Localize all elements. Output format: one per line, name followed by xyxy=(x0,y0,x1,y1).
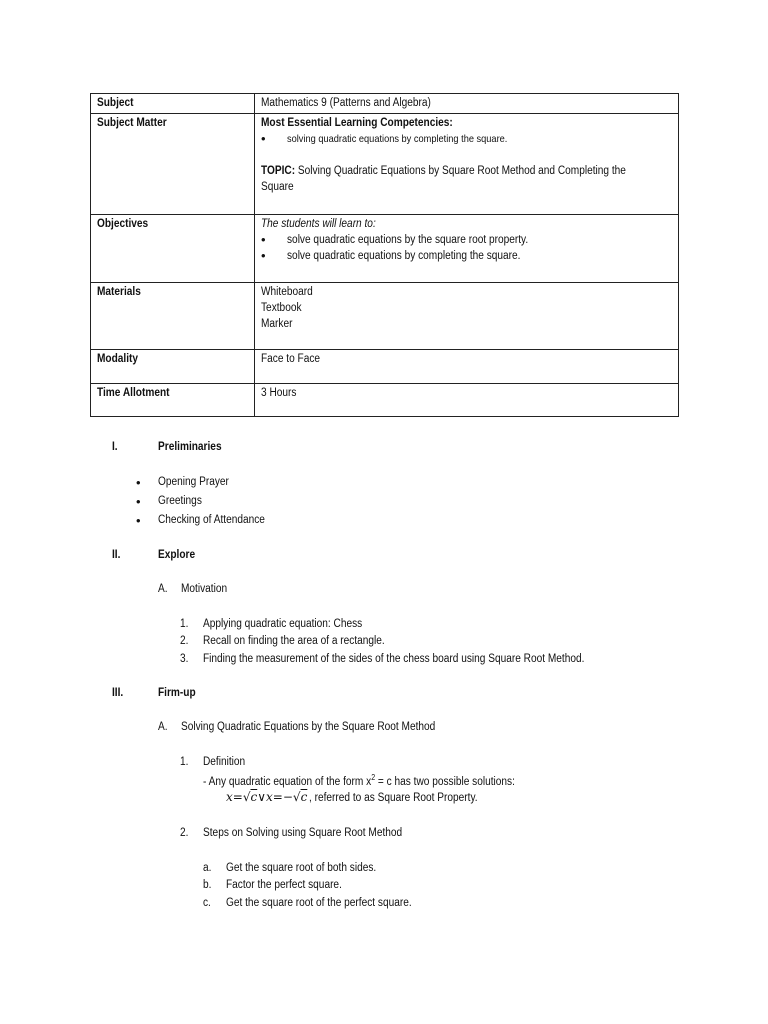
definition-number: 1. xyxy=(180,756,189,768)
definition-title: Definition xyxy=(203,756,246,768)
material-item: Marker xyxy=(261,318,293,330)
explore-item-text: Applying quadratic equation: Chess xyxy=(203,618,363,630)
explore-sub-title: Motivation xyxy=(181,583,228,595)
section-title-preliminaries: Preliminaries xyxy=(158,441,222,453)
preliminaries-item-text: Checking of Attendance xyxy=(158,514,265,526)
section-numeral-explore: II. xyxy=(112,549,121,561)
materials-value xyxy=(255,283,679,350)
subject-label: Subject xyxy=(91,94,255,114)
row-subject-matter xyxy=(91,114,679,215)
preliminaries-item-text: Greetings xyxy=(158,495,202,507)
modality-label: Modality xyxy=(91,350,255,384)
objectives-label: Objectives xyxy=(91,215,255,283)
steps-title: Steps on Solving using Square Root Method xyxy=(203,827,403,839)
explore-item-number: 3. xyxy=(180,653,189,665)
section-numeral-preliminaries: I. xyxy=(112,441,118,453)
section-title-firmup: Firm-up xyxy=(158,687,196,699)
subject-value: Mathematics 9 (Patterns and Algebra) xyxy=(255,94,679,114)
materials-label: Materials xyxy=(91,283,255,350)
row-subject xyxy=(91,94,679,114)
explore-item-text: Recall on finding the area of a rectangle. xyxy=(203,635,385,647)
topic-line: TOPIC: Solving Quadratic Equations by Square Root Method and Completing the xyxy=(261,165,626,177)
time-allotment-label: Time Allotment xyxy=(91,384,255,417)
definition-text: - Any quadratic equation of the form $x^2 = c$ has two possible solutions: xyxy=(203,773,515,788)
square-root-property-formula: x=√c∨x=−√c , referred to as Square Root Property. xyxy=(226,790,478,804)
row-modality xyxy=(91,350,679,384)
preliminaries-item-text: Opening Prayer xyxy=(158,476,229,488)
row-materials xyxy=(91,283,679,350)
step-text: Factor the perfect square. xyxy=(226,879,342,891)
firmup-sub-title: Solving Quadratic Equations by the Square Root Method xyxy=(181,721,436,733)
explore-item-number: 1. xyxy=(180,618,189,630)
objectives-intro: The students will learn to: xyxy=(261,218,376,230)
step-letter: b. xyxy=(203,879,212,891)
objectives-value xyxy=(255,215,679,283)
step-text: Get the square root of the perfect square. xyxy=(226,897,412,909)
material-item: Whiteboard xyxy=(261,286,313,298)
explore-sub-letter: A. xyxy=(158,583,168,595)
modality-value: Face to Face xyxy=(255,350,679,384)
objective-item: • solve quadratic equations by the square root property. xyxy=(261,232,672,248)
preliminaries-item xyxy=(136,475,141,490)
subject-matter-value xyxy=(255,114,679,215)
explore-item-number: 2. xyxy=(180,635,189,647)
topic-line-cont: Square xyxy=(261,181,294,193)
step-letter: a. xyxy=(203,862,212,874)
time-allotment-value: 3 Hours xyxy=(255,384,679,417)
row-time-allotment xyxy=(91,384,679,417)
section-numeral-firmup: III. xyxy=(112,687,124,699)
step-letter: c. xyxy=(203,897,211,909)
step-text: Get the square root of both sides. xyxy=(226,862,377,874)
preliminaries-item xyxy=(136,513,141,528)
competencies-heading: Most Essential Learning Competencies: xyxy=(261,117,453,129)
material-item: Textbook xyxy=(261,302,302,314)
preliminaries-item xyxy=(136,494,141,509)
objective-item: • solve quadratic equations by completing the square. xyxy=(261,248,672,264)
subject-matter-label: Subject Matter xyxy=(91,114,255,215)
steps-number: 2. xyxy=(180,827,189,839)
lesson-info-table xyxy=(90,93,679,417)
row-objectives xyxy=(91,215,679,283)
section-title-explore: Explore xyxy=(158,549,196,561)
firmup-sub-letter: A. xyxy=(158,721,168,733)
explore-item-text: Finding the measurement of the sides of the chess board using Square Root Method. xyxy=(203,653,585,665)
competency-item: • solving quadratic equations by completing the square. xyxy=(261,131,672,147)
